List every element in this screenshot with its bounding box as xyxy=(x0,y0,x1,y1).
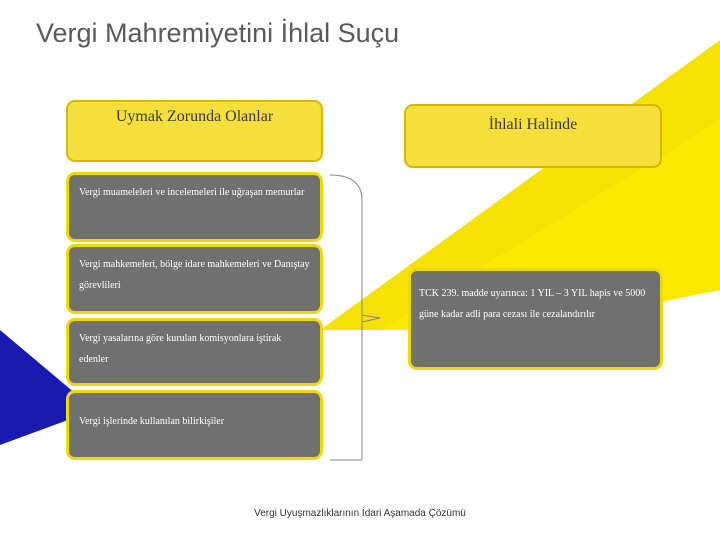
slide-title: Vergi Mahremiyetini İhlal Suçu xyxy=(36,18,400,48)
left-header-label: Uymak Zorunda Olanlar xyxy=(115,108,274,125)
penalty-box xyxy=(408,268,663,370)
list-item-text: Vergi muameleleri ve incelemeleri ile uğraşan memurlar xyxy=(79,187,305,198)
list-item-text: Vergi mahkemeleri, bölge idare mahkemeleri ve Danıştay görevlileri xyxy=(79,259,310,291)
list-item xyxy=(66,318,323,386)
list-item xyxy=(66,172,323,242)
left-header-box xyxy=(66,100,323,162)
list-item-text: Vergi işlerinde kullanılan bilirkişiler xyxy=(79,416,225,427)
list-item xyxy=(66,244,323,314)
penalty-text: TCK 239. madde uyarınca: 1 YIL – 3 YIL hapis ve 5000 güne kadar adli para cezası ile cezalandırılır xyxy=(419,288,646,320)
list-item xyxy=(66,390,323,460)
slide-footer: Vergi Uyuşmazlıklarının İdari Aşamada Çözümü xyxy=(254,508,466,519)
right-header-label: İhlali Halinde xyxy=(488,116,578,133)
right-header-box xyxy=(404,104,662,168)
list-item-text: Vergi yasalarına göre kurulan komisyonlara iştirak edenler xyxy=(79,333,282,365)
